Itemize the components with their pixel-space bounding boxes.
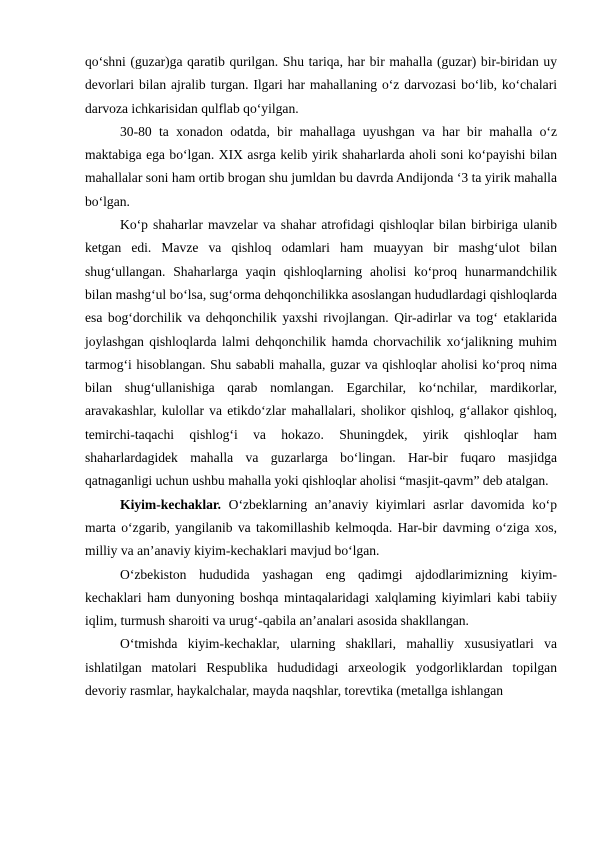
paragraph-clothing-sources: O‘tmishda kiyim-kechaklar, ularning shakllari, mahalliy xususiyatlari va ishlatilgan matolari Respublika hududidagi arxeologik yodgorliklardan topilgan devoriy rasmlar, haykalchalar, mayda naqshlar, torevtika (metallga ishlangan <box>85 636 557 699</box>
paragraph-mahalla-households: 30-80 ta xonadon odatda, bir mahallaga uyushgan va har bir mahalla o‘z maktabiga ega bo‘lgan. XIX asrga kelib yirik shaharlarda aholi soni ko‘payishi bilan mahallalar soni ham ortib brogan shu jumldan bu davrda Andijonda ‘3 ta yirik mahalla bo‘lgan. <box>85 123 557 209</box>
paragraph-clothing-intro-text: O‘zbeklarning an’anaviy kiyimlari asrlar davomida ko‘p marta o‘zgarib, yangilanib va takomillashib kelmoqda. Har-bir davming o‘ziga xos, milliy va an’anaviy kiyim-kechaklari mavjud bo‘lgan. <box>85 496 557 559</box>
paragraph-ancestors-clothing: O‘zbekiston hududida yashagan eng qadimgi ajdodlarimizning kiyim-kechaklari ham dunyoning boshqa mintaqalaridagi xalqlaming kiyimlari kabi tabiiy iqlim, turmush sharoiti va urug‘-qabila an’analari asosida shakllangan. <box>85 566 557 629</box>
paragraph-clothing-intro <box>85 493 557 563</box>
paragraph-mahalla-walls: qo‘shni (guzar)ga qaratib qurilgan. Shu tariqa, har bir mahalla (guzar) bir-biridan uy devorlari bilan ajralib turgan. Ilgari har mahallaning o‘z darvozasi bo‘lib, ko‘chalari darvoza ichkarisidan qulflab qo‘yilgan. <box>85 54 557 116</box>
paragraph-villages-occupations: Ko‘p shaharlar mavzelar va shahar atrofidagi qishloqlar bilan birbiriga ulanib ketgan edi. Mavze va qishloq odamlari ham muayyan bir mashg‘ulot bilan shug‘ullangan. Shaharlarga yaqin qishloqlarning aholisi ko‘proq hunarmandchilik bilan mashg‘ul bo‘lsa, sug‘orma dehqonchilikka asoslangan hududlardagi qishloqlarda esa bog‘dorchilik va dehqonchilik yaxshi rivojlangan. Qir-adirlar va tog‘ etaklarida joylashgan qishloqlarda lalmi dehqonchilik hamda chorvachilik xo‘jalikning muhim tarmog‘i hisoblangan. Shu sababli mahalla, guzar va qishloqlar aholisi ko‘proq nima bilan shug‘ullanishiga qarab nomlangan. Egarchilar, ko‘nchilar, mardikorlar, aravakashlar, kulollar va etikdo‘zlar mahallalari, sholikor qishloq, g‘allakor qishloq, temirchi-taqachi qishlog‘i va hokazo. Shuningdek, yirik qishloqlar ham shaharlardagidek mahalla va guzarlarga bo‘lingan. Har-bir fuqaro masjidga qatnaganligi uchun ushbu mahalla yoki qishloqlar aholisi “masjit-qavm” deb atalgan. <box>85 217 557 489</box>
document-page <box>85 50 557 702</box>
section-term-clothing: Kiyim-kechaklar. <box>120 496 222 512</box>
